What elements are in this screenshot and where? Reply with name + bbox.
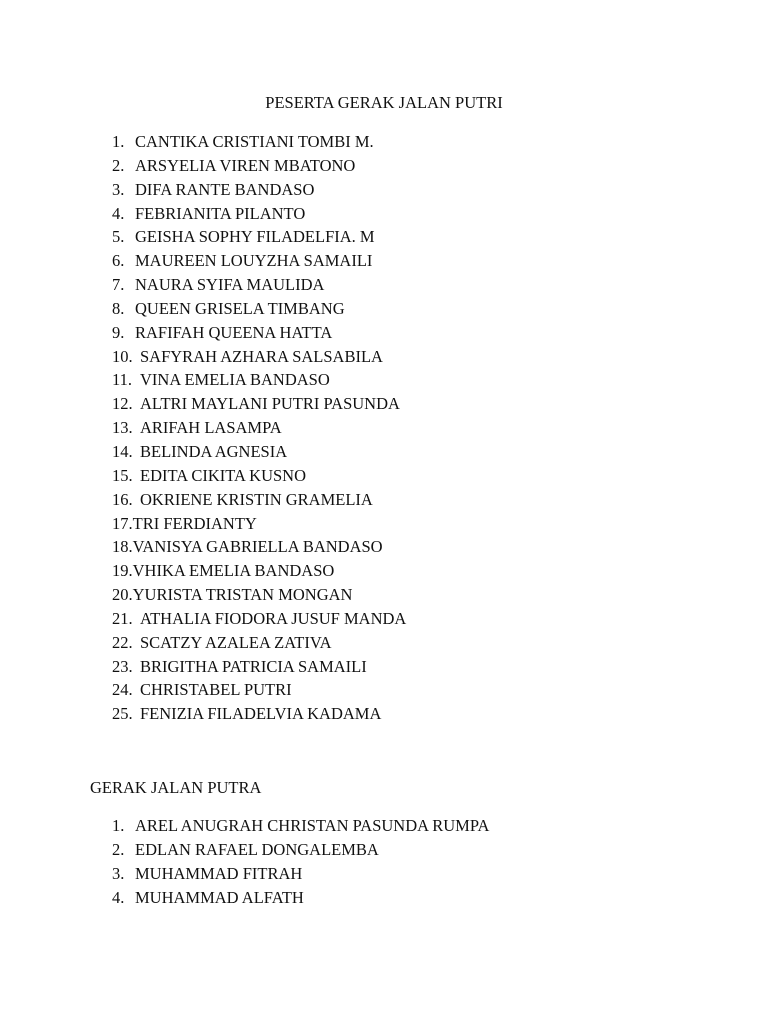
item-number: 3. bbox=[112, 863, 125, 883]
participant-name: CHRISTABEL PUTRI bbox=[140, 680, 292, 700]
item-number: 22. bbox=[112, 632, 133, 652]
list-item bbox=[112, 225, 406, 249]
participant-name: BRIGITHA PATRICIA SAMAILI bbox=[140, 656, 367, 676]
participant-name: ARIFAH LASAMPA bbox=[140, 418, 282, 438]
participant-name: EDITA CIKITA KUSNO bbox=[140, 465, 307, 485]
participant-name: RAFIFAH QUEENA HATTA bbox=[135, 322, 333, 342]
item-number: 2. bbox=[112, 839, 125, 859]
list-item bbox=[112, 535, 406, 559]
item-number: 21. bbox=[112, 608, 133, 628]
list-item bbox=[112, 814, 489, 838]
participant-name: BELINDA AGNESIA bbox=[140, 441, 288, 461]
participant-name: ALTRI MAYLANI PUTRI PASUNDA bbox=[140, 394, 400, 414]
item-number: 12. bbox=[112, 394, 133, 414]
list-item bbox=[112, 345, 406, 369]
item-number: 14. bbox=[112, 441, 133, 461]
putra-participant-list bbox=[112, 814, 489, 909]
item-number: 4. bbox=[112, 887, 125, 907]
participant-name: YURISTA TRISTAN MONGAN bbox=[132, 585, 353, 605]
item-number: 1. bbox=[112, 816, 125, 835]
item-number: 9. bbox=[112, 322, 125, 342]
participant-name: DIFA RANTE BANDASO bbox=[135, 179, 315, 199]
list-item bbox=[112, 583, 406, 607]
participant-name: CANTIKA CRISTIANI TOMBI M. bbox=[135, 132, 374, 151]
item-number: 6. bbox=[112, 251, 125, 271]
participant-name: EDLAN RAFAEL DONGALEMBA bbox=[135, 839, 379, 859]
list-item bbox=[112, 512, 406, 536]
list-item bbox=[112, 416, 406, 440]
participant-name: FEBRIANITA PILANTO bbox=[135, 203, 306, 223]
participant-name: VHIKA EMELIA BANDASO bbox=[132, 561, 335, 581]
participant-name: MUHAMMAD ALFATH bbox=[135, 887, 304, 907]
list-item bbox=[112, 249, 406, 273]
item-number: 11. bbox=[112, 370, 133, 390]
item-number: 8. bbox=[112, 298, 125, 318]
list-item bbox=[112, 702, 406, 726]
item-number: 2. bbox=[112, 155, 125, 175]
item-number: 17. bbox=[112, 513, 133, 533]
putri-participant-list bbox=[112, 130, 406, 726]
list-item bbox=[112, 862, 489, 886]
item-number: 25. bbox=[112, 704, 133, 724]
participant-name: TRI FERDIANTY bbox=[132, 513, 257, 533]
item-number: 15. bbox=[112, 465, 133, 485]
list-item bbox=[112, 440, 406, 464]
list-item bbox=[112, 130, 406, 154]
list-item bbox=[112, 838, 489, 862]
participant-name: AREL ANUGRAH CHRISTAN PASUNDA RUMPA bbox=[135, 816, 490, 835]
item-number: 4. bbox=[112, 203, 125, 223]
list-item bbox=[112, 321, 406, 345]
item-number: 24. bbox=[112, 680, 133, 700]
participant-name: MAUREEN LOUYZHA SAMAILI bbox=[135, 251, 373, 271]
list-item bbox=[112, 464, 406, 488]
item-number: 5. bbox=[112, 227, 125, 247]
item-number: 23. bbox=[112, 656, 133, 676]
participant-name: FENIZIA FILADELVIA KADAMA bbox=[140, 704, 382, 724]
item-number: 10. bbox=[112, 346, 133, 366]
item-number: 7. bbox=[112, 275, 125, 295]
list-item bbox=[112, 178, 406, 202]
item-number: 13. bbox=[112, 418, 133, 438]
item-number: 1. bbox=[112, 132, 125, 151]
list-item bbox=[112, 886, 489, 910]
participant-name: SAFYRAH AZHARA SALSABILA bbox=[140, 346, 383, 366]
list-item bbox=[112, 202, 406, 226]
list-item bbox=[112, 273, 406, 297]
list-item bbox=[112, 655, 406, 679]
list-item bbox=[112, 154, 406, 178]
participant-name: QUEEN GRISELA TIMBANG bbox=[135, 298, 345, 318]
participant-name: VANISYA GABRIELLA BANDASO bbox=[132, 537, 383, 557]
participant-name: SCATZY AZALEA ZATIVA bbox=[140, 632, 332, 652]
participant-name: MUHAMMAD FITRAH bbox=[135, 863, 303, 883]
item-number: 3. bbox=[112, 179, 125, 199]
participant-name: NAURA SYIFA MAULIDA bbox=[135, 275, 325, 295]
item-number: 18. bbox=[112, 537, 133, 557]
participant-name: ATHALIA FIODORA JUSUF MANDA bbox=[140, 608, 407, 628]
document-title: PESERTA GERAK JALAN PUTRI bbox=[265, 93, 503, 112]
list-item bbox=[112, 488, 406, 512]
list-item bbox=[112, 607, 406, 631]
item-number: 16. bbox=[112, 489, 133, 509]
list-item bbox=[112, 392, 406, 416]
list-item bbox=[112, 297, 406, 321]
participant-name: OKRIENE KRISTIN GRAMELIA bbox=[140, 489, 373, 509]
list-item bbox=[112, 631, 406, 655]
participant-name: GEISHA SOPHY FILADELFIA. M bbox=[135, 227, 375, 247]
item-number: 20. bbox=[112, 585, 133, 605]
list-item bbox=[112, 368, 406, 392]
list-item bbox=[112, 678, 406, 702]
putra-section-heading: GERAK JALAN PUTRA bbox=[90, 778, 262, 797]
item-number: 19. bbox=[112, 561, 133, 581]
participant-name: ARSYELIA VIREN MBATONO bbox=[135, 155, 356, 175]
list-item bbox=[112, 559, 406, 583]
participant-name: VINA EMELIA BANDASO bbox=[140, 370, 330, 390]
